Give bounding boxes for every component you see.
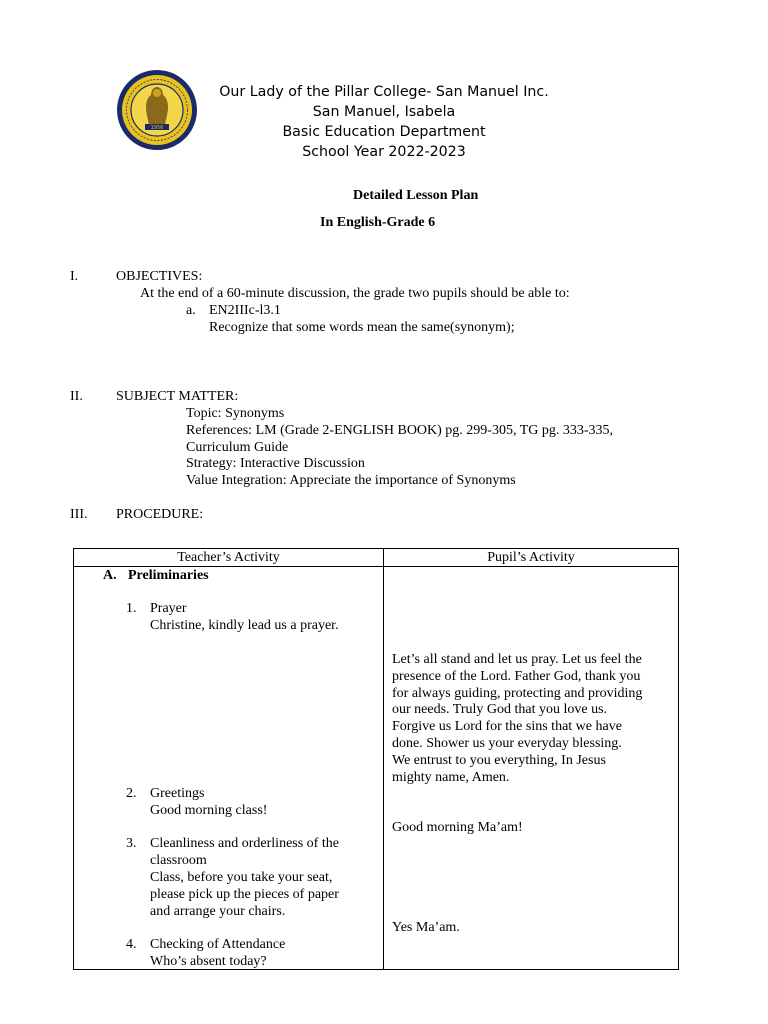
prayer-response: Let’s all stand and let us pray. Let us feel the [392,652,642,667]
table-header-row [74,549,679,567]
attendance-question: Who’s absent today? [150,954,267,969]
procedure-numeral: III. [70,507,88,522]
prayer-response: done. Shower us your everyday blessing. [392,736,622,751]
greetings-label: Greetings [150,786,205,801]
document-subtitle: In English-Grade 6 [320,215,436,230]
objective-item-marker: a. [186,303,196,318]
subject-topic: Topic: Synonyms [186,406,285,421]
attendance-label: Checking of Attendance [150,937,286,952]
prayer-label: Prayer [150,601,187,616]
prayer-response: presence of the Lord. Father God, thank you [392,669,641,684]
procedure-heading: PROCEDURE: [116,507,204,522]
subject-value-integration: Value Integration: Appreciate the importance of Synonyms [186,473,516,488]
objectives-heading: OBJECTIVES: [116,269,203,284]
school-name: Our Lady of the Pillar College- San Manuel Inc. [219,84,549,100]
subject-matter-numeral: II. [70,389,83,404]
list-item-number: 2. [126,786,137,801]
school-location: San Manuel, Isabela [312,104,456,120]
subject-matter-heading: SUBJECT MATTER: [116,389,239,404]
subject-strategy: Strategy: Interactive Discussion [186,456,365,471]
svg-text:1956: 1956 [150,125,164,131]
teacher-activity-header: Teacher’s Activity [74,549,384,567]
cleanliness-instruction: Class, before you take your seat, [150,870,333,885]
department-name: Basic Education Department [282,124,486,140]
table-row [74,567,679,970]
greetings-line: Good morning class! [150,803,268,818]
pupil-activity-header: Pupil’s Activity [384,549,679,567]
objectives-intro: At the end of a 60-minute discussion, the grade two pupils should be able to: [140,286,570,301]
cleanliness-instruction: please pick up the pieces of paper [150,887,339,902]
subject-references: References: LM (Grade 2-ENGLISH BOOK) pg. 299-305, TG pg. 333-335, [186,423,614,438]
school-year: School Year 2022-2023 [302,144,466,160]
objective-item-text: Recognize that some words mean the same(synonym); [209,320,515,335]
greeting-reply: Good morning Ma’am! [392,820,523,835]
prayer-response: We entrust to you everything, In Jesus [392,753,606,768]
prayer-response: Forgive us Lord for the sins that we have [392,719,622,734]
teacher-activity-cell [74,567,383,969]
cleanliness-label-cont: classroom [150,853,207,868]
prayer-response: our needs. Truly God that you love us. [392,702,608,717]
cleanliness-instruction: and arrange your chairs. [150,904,286,919]
procedure-table [73,548,679,970]
document-title: Detailed Lesson Plan [353,188,479,203]
subject-references-cont: Curriculum Guide [186,440,289,455]
objective-item-code: EN2IIIc-l3.1 [209,303,281,318]
objectives-numeral: I. [70,269,79,284]
school-header [0,82,768,162]
list-item-number: 4. [126,937,137,952]
prayer-response: for always guiding, protecting and providing [392,686,643,701]
list-item-number: 1. [126,601,137,616]
prayer-instruction: Christine, kindly lead us a prayer. [150,618,339,633]
list-item-number: 3. [126,836,137,851]
cleanliness-reply: Yes Ma’am. [392,920,460,935]
pupil-activity-cell [384,567,678,969]
prayer-response: mighty name, Amen. [392,770,510,785]
cleanliness-label: Cleanliness and orderliness of the [150,836,339,851]
section-marker: A. [103,568,117,583]
section-title: Preliminaries [128,568,209,583]
